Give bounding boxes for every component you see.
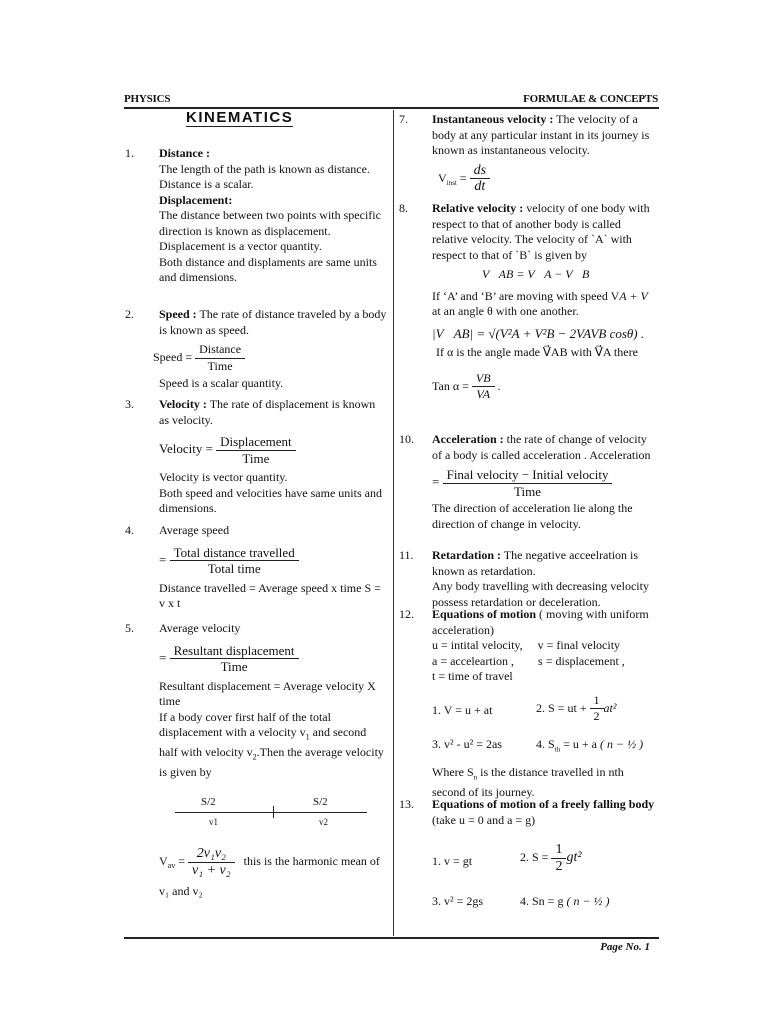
- eq-motion-1: 1. V = u + at: [432, 702, 493, 717]
- item-5: [125, 621, 387, 780]
- header-book-title: FORMULAE & CONCEPTS: [523, 93, 658, 105]
- velocity-heading: Velocity :: [159, 397, 207, 411]
- acceleration-note: The direction of acceleration lie along the direction of change in velocity.: [432, 501, 633, 531]
- item-number: 8.: [399, 201, 408, 215]
- acceleration-heading: Acceleration :: [432, 432, 504, 446]
- harmonic-mean-note: this is the harmonic mean of: [243, 853, 380, 868]
- item-12: [399, 607, 658, 801]
- relative-vector-eq: V⃗AB = V⃗A − V⃗B: [482, 267, 590, 281]
- velocity-lhs: Velocity =: [159, 440, 213, 456]
- avg-velocity-heading: Average velocity: [159, 621, 241, 635]
- item-13: [399, 797, 658, 918]
- item-number: 1.: [125, 146, 134, 160]
- vav-numerator: 2v₁v₂: [188, 846, 235, 863]
- inst-sub: inst: [446, 178, 457, 187]
- displacement-text: The distance between two points with specific direction is known as displacement. Displacement is a vector quantity.: [159, 208, 381, 253]
- tan-lhs: Tan α =: [432, 378, 469, 393]
- displacement-heading: Displacement:: [159, 192, 233, 207]
- half-distance-diagram: [169, 795, 369, 831]
- column-divider: [393, 110, 394, 936]
- free-fall-row-1: [432, 838, 658, 884]
- distance-heading: Distance :: [159, 146, 210, 160]
- item-1: [125, 146, 387, 286]
- relative-velocity-heading: Relative velocity :: [432, 201, 524, 215]
- relative-magnitude-eq: |V⃗AB| = √(V²A + V²B − 2VAVB cosθ) .: [432, 325, 645, 341]
- inst-velocity-text: The velocity of a body at any particular instant in its journey is known as instantaneous velocity.: [432, 112, 650, 157]
- displacement-note: Both distance and displaments are same units and dimensions.: [159, 254, 377, 284]
- speed-denominator: Time: [207, 358, 233, 373]
- item-10: [399, 432, 658, 532]
- relative-speed-text: If ‘A’ and ‘B’ are moving with speed VA + V: [432, 288, 648, 303]
- avg-velocity-note-1: Resultant displacement = Average velocity X time: [159, 678, 376, 708]
- harmonic-mean-tail: v₁ and v₂: [159, 884, 203, 898]
- inst-denominator: dt: [474, 179, 486, 194]
- velocity-text: The rate of displacement is known as velocity.: [159, 397, 376, 427]
- avg-velocity-note-2: If a body cover first half of the total displacement with a velocity $v_1$ and second half with velocity $v_2.Then$ the average velocity is given by: [159, 709, 384, 779]
- eq-motion-vars-1: u = intital velocity, v = final velocity: [432, 638, 621, 652]
- avg-velocity-formula: [159, 643, 387, 675]
- page-title: KINEMATICS: [186, 109, 294, 126]
- inst-lhs: V: [438, 170, 447, 185]
- eq-motion-row-2: [432, 731, 658, 761]
- segment-right-velocity: v2: [319, 817, 328, 827]
- item-7: [399, 112, 658, 195]
- free-fall-row-2: [432, 888, 658, 918]
- item-number: 3.: [125, 397, 134, 411]
- eq-motion-heading: Equations of motion: [432, 607, 537, 621]
- avg-velocity-eq: =: [159, 649, 167, 665]
- avg-speed-numerator: Total distance travelled: [170, 545, 299, 562]
- acceleration-text: the rate of change of velocity of a body is called acceleration . Acceleration: [432, 432, 651, 462]
- relative-alpha-text: If α is the angle made V⃗AB with V⃗A there: [436, 345, 638, 359]
- segment-line: [175, 812, 367, 813]
- page-number: Page No. 1: [600, 941, 650, 953]
- relative-velocity-text: velocity of one body with respect to that of another body is called relative velocity. The velocity of `A` with respect to that of `B` is given by: [432, 201, 650, 262]
- acceleration-eq: =: [432, 473, 440, 489]
- vav-lhs: V: [159, 853, 168, 868]
- eq-motion-row-1: [432, 691, 658, 731]
- relative-angle-text: at an angle θ with one another.: [432, 304, 579, 318]
- speed-formula: [153, 342, 387, 374]
- tan-numerator: VB: [472, 371, 495, 388]
- distance-text: The length of the path is known as distance. Distance is a scalar.: [159, 161, 370, 191]
- eq-motion-vars-3: t = time of travel: [432, 669, 513, 683]
- velocity-formula: [159, 434, 387, 466]
- vav-denominator: v₁ + v₂: [192, 862, 231, 878]
- item-2: [125, 307, 387, 392]
- eq-motion-2: 2. S = ut + $\frac{1}{2}$ at²: [536, 692, 617, 723]
- eq-motion-heading-tail: ( moving with uniform acceleration): [432, 607, 649, 637]
- segment-left-velocity: v1: [209, 817, 218, 827]
- velocity-note-1: Velocity is vector quantity.: [159, 470, 288, 484]
- free-fall-eq-4: 4. Sn = g ( n − ½ ): [520, 894, 610, 908]
- velocity-numerator: Displacement: [216, 434, 295, 451]
- avg-velocity-denominator: Time: [220, 659, 248, 674]
- tan-alpha-formula: [432, 371, 658, 403]
- item-number: 11.: [399, 548, 414, 562]
- inst-eq: =: [459, 170, 467, 185]
- item-8: [399, 201, 658, 403]
- velocity-note-2: Both speed and velocities have same units and dimensions.: [159, 485, 382, 515]
- segment-left-label: S/2: [201, 796, 216, 808]
- eq-motion-vars-2: a = acceleartion , s = displacement ,: [432, 653, 625, 668]
- avg-speed-note: Distance travelled = Average speed x time S = v x t: [159, 580, 381, 610]
- velocity-denominator: Time: [242, 450, 270, 466]
- acceleration-numerator: Final velocity − Initial velocity: [443, 467, 613, 484]
- free-fall-eq-3: 3. v² = 2gs: [432, 894, 484, 908]
- item-number: 2.: [125, 307, 134, 321]
- acceleration-denominator: Time: [514, 483, 542, 499]
- item-number: 7.: [399, 112, 408, 126]
- tan-denominator: VA: [476, 387, 491, 401]
- item-number: 10.: [399, 432, 414, 446]
- retardation-heading: Retardation :: [432, 548, 501, 562]
- inst-numerator: ds: [470, 163, 490, 180]
- free-fall-eq-1: 1. v = gt: [432, 854, 473, 868]
- item-11: [399, 548, 658, 610]
- avg-speed-heading: Average speed: [159, 523, 230, 537]
- item-number: 13.: [399, 797, 414, 811]
- inst-velocity-formula: [438, 163, 658, 195]
- free-fall-eq-2: 2. S = $\frac{1}{2}$ gt²: [520, 842, 582, 874]
- speed-text: The rate of distance traveled by a body is known as speed.: [159, 307, 387, 337]
- speed-lhs: Speed =: [153, 349, 193, 364]
- tan-tail: .: [497, 378, 501, 393]
- segment-midpoint-tick: [273, 806, 274, 818]
- item-4: [125, 523, 387, 612]
- speed-numerator: Distance: [195, 342, 245, 359]
- item-number: 12.: [399, 607, 414, 621]
- eq-motion-where: Where $S_n$ is the distance travelled in nth second of its journey.: [432, 764, 624, 800]
- vav-sub: av: [167, 861, 176, 871]
- item-3: [125, 397, 387, 517]
- acceleration-formula: [432, 467, 658, 499]
- avg-speed-formula: [159, 545, 387, 577]
- inst-velocity-heading: Instantaneous velocity :: [432, 112, 554, 126]
- free-fall-heading: Equations of motion of a freely falling body: [432, 797, 655, 811]
- eq-motion-4: 4. $S_{th} = u + a$ ( n − ½ ): [536, 736, 644, 753]
- eq-motion-3: 3. v² - u² = 2as: [432, 736, 502, 751]
- free-fall-heading-tail: (take u = 0 and a = g): [432, 812, 536, 827]
- footer-rule: [124, 937, 659, 939]
- harmonic-mean-formula: $V_{av}$ = $\frac{\text{2v₁v₂}}{\text{v₁ + v₂}}$ this is the harmonic mean of v₁ and v₂: [159, 846, 399, 900]
- avg-speed-denominator: Total time: [207, 561, 261, 576]
- retardation-note: Any body travelling with decreasing velocity possess retardation or deceleration.: [432, 579, 649, 609]
- item-number: 5.: [125, 621, 134, 635]
- retardation-text: The negative acceelration is known as retardation.: [432, 548, 639, 578]
- speed-note: Speed is a scalar quantity.: [159, 376, 284, 390]
- speed-heading: Speed :: [159, 307, 197, 321]
- avg-velocity-numerator: Resultant displacement: [170, 643, 299, 660]
- segment-right-label: S/2: [313, 796, 328, 808]
- item-number: 4.: [125, 523, 134, 537]
- header-subject: PHYSICS: [124, 93, 171, 105]
- avg-speed-eq: =: [159, 551, 167, 567]
